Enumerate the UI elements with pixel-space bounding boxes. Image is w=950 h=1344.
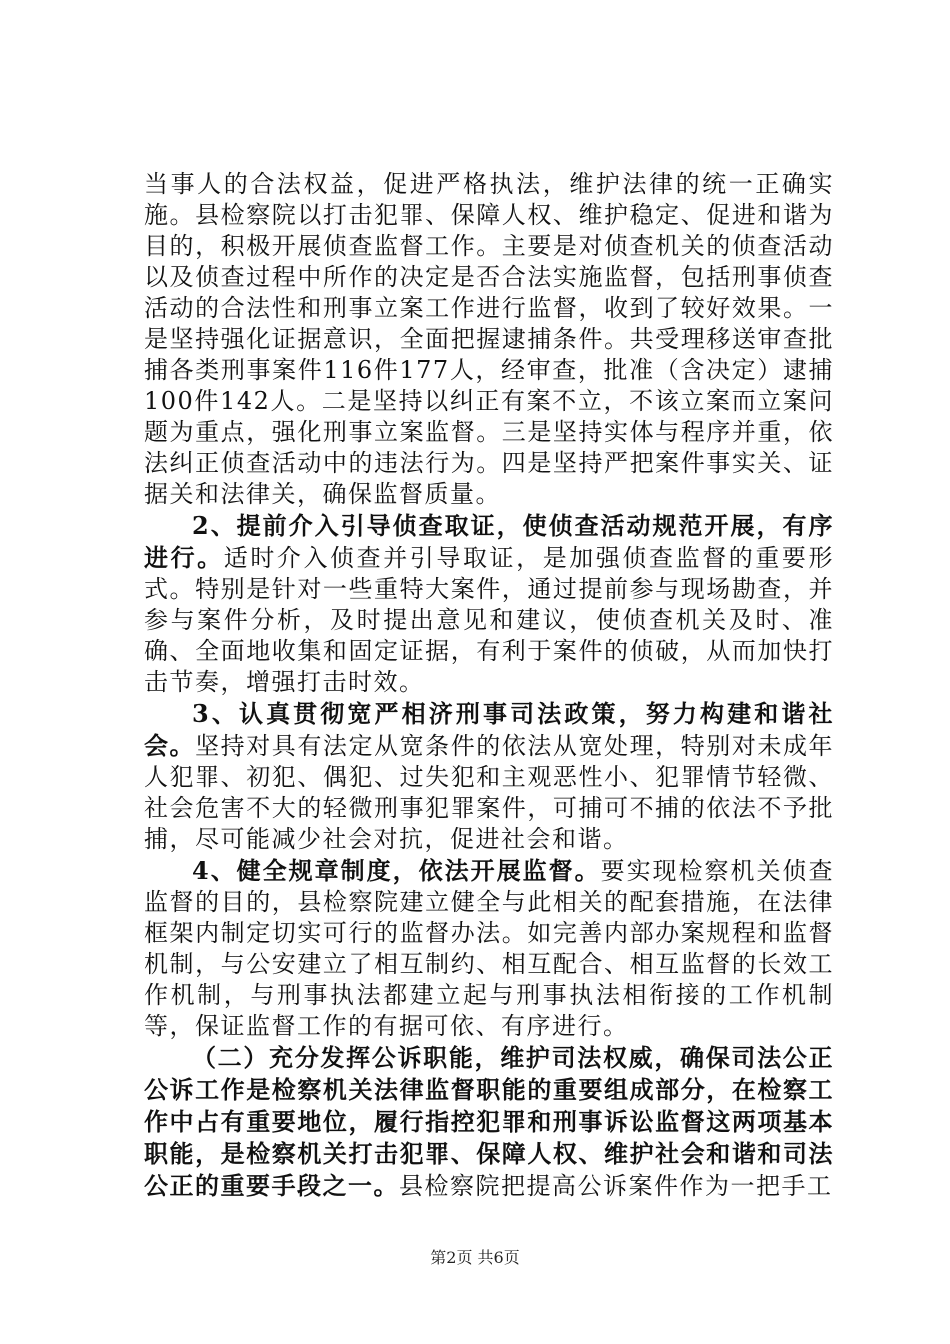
paragraph-3 xyxy=(144,698,834,855)
paragraph-4 xyxy=(144,855,834,1042)
paragraph-5 xyxy=(144,1042,834,1202)
paragraph-2-text: 适时介入侦查并引导取证，是加强侦查监督的重要形式。特别是针对一些重特大案件，通过提前参与现场勘查，并参与案件分析，及时提出意见和建议，使侦查机关及时、准确、全面地收集和固定证据，有利于案件的侦破，从而加快打击节奏，增强打击时效。 xyxy=(144,544,835,696)
paragraph-3-text: 坚持对具有法定从宽条件的依法从宽处理，特别对未成年人犯罪、初犯、偶犯、过失犯和主观恶性小、犯罪情节轻微、社会危害不大的轻微刑事犯罪案件，可捕可不捕的依法不予批捕，尽可能减少社会对抗，促进社会和谐。 xyxy=(144,732,835,853)
paragraph-5-heading: （二）充分发挥公诉职能，维护司法权威，确保司法公正公诉工作是检察机关法律监督职能的重要组成部分，在检察工作中占有重要地位，履行指控犯罪和刑事诉讼监督这两项基本职能，是检察机关打击犯罪、保障人权、维护社会和谐和司法公正的重要手段之一。 xyxy=(144,1043,834,1200)
document-body xyxy=(144,168,834,1202)
page-number-label: 第2页 共6页 xyxy=(430,1248,520,1267)
paragraph-1-text: 当事人的合法权益，促进严格执法，维护法律的统一正确实施。县检察院以打击犯罪、保障人权、维护稳定、促进和谐为目的，积极开展侦查监督工作。主要是对侦查机关的侦查活动以及侦查过程中所作的决定是否合法实施监督，包括刑事侦查活动的合法性和刑事立案工作进行监督，收到了较好效果。一是坚持强化证据意识，全面把握逮捕条件。共受理移送审查批捕各类刑事案件116件177人，经审查，批准（含决定）逮捕100件142人。二是坚持以纠正有案不立，不该立案而立案问题为重点，强化刑事立案监督。三是坚持实体与程序并重，依法纠正侦查活动中的违法行为。四是坚持严把案件事实关、证据关和法律关，确保监督质量。 xyxy=(144,170,834,508)
paragraph-1 xyxy=(144,168,834,510)
paragraph-2-heading: 2、提前介入引导侦查取证，使侦查活动规范开展，有序进行。 xyxy=(144,511,834,572)
paragraph-3-heading: 3、认真贯彻宽严相济刑事司法政策，努力构建和谐社会。 xyxy=(144,699,834,760)
page-footer xyxy=(0,1248,950,1268)
paragraph-5-text: 县检察院把提高公诉案件作为一把手工 xyxy=(399,1172,833,1200)
paragraph-4-heading: 4、健全规章制度，依法开展监督。 xyxy=(192,856,601,885)
paragraph-4-text: 要实现检察机关侦查监督的目的，县检察院建立健全与此相关的配套措施，在法律框架内制定切实可行的监督办法。如完善内部办案规程和监督机制，与公安建立了相互制约、相互配合、相互监督的长效工作机制，与刑事执法都建立起与刑事执法相衔接的工作机制等，保证监督工作的有据可依、有序进行。 xyxy=(144,857,835,1040)
paragraph-2 xyxy=(144,510,834,698)
